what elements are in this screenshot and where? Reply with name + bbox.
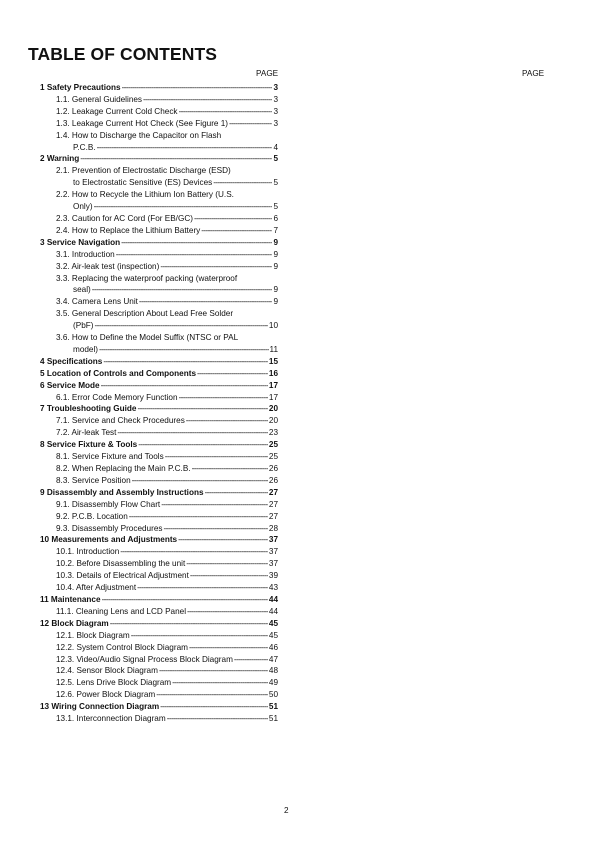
toc-entry-page: 25 (268, 452, 278, 462)
toc-entry-page: 37 (268, 547, 278, 557)
toc-subsection-entry[interactable] (40, 177, 278, 189)
toc-entry-title: 10.4. After Adjustment (56, 583, 137, 593)
toc-entry-page: 49 (268, 678, 278, 688)
toc-subsection-entry[interactable] (40, 606, 278, 618)
dot-leader (94, 320, 267, 332)
toc-subsection-entry[interactable] (40, 570, 278, 582)
toc-entry-page: 20 (268, 404, 278, 414)
toc-entry-page: 23 (268, 428, 278, 438)
dot-leader (197, 368, 268, 380)
toc-subsection-entry[interactable] (40, 106, 278, 118)
toc-entry-title: 8.3. Service Position (56, 475, 131, 485)
toc-entry-title: seal) (73, 285, 91, 295)
toc-subsection-entry[interactable] (40, 475, 278, 487)
toc-entry-page: 6 (273, 213, 278, 223)
dot-leader (143, 94, 272, 106)
toc-entry-title: 6.1. Error Code Memory Function (56, 392, 178, 402)
toc-subsection-entry[interactable] (40, 284, 278, 296)
toc-entry-title: 1.1. General Guidelines (56, 94, 143, 104)
toc-section-entry[interactable] (40, 380, 278, 392)
toc-entry-title: 6 Service Mode (40, 380, 100, 390)
toc-entry-title: model) (73, 344, 99, 354)
toc-section-entry[interactable] (40, 534, 278, 546)
toc-entry-title: 2.3. Caution for AC Cord (For EB/GC) (56, 213, 193, 223)
dot-leader (121, 237, 272, 249)
toc-entry-page: 9 (273, 261, 278, 271)
toc-entry-page: 9 (273, 237, 278, 247)
dot-leader (163, 523, 267, 535)
toc-section-entry[interactable] (40, 403, 278, 415)
dot-leader (165, 451, 268, 463)
toc-entry-page: 51 (268, 714, 278, 724)
toc-subsection-entry[interactable] (40, 225, 278, 237)
toc-entry-title: 1.2. Leakage Current Cold Check (56, 106, 178, 116)
toc-entry-page: 45 (268, 630, 278, 640)
toc-entry-title: 1.3. Leakage Current Hot Check (See Figure 1) (56, 118, 229, 128)
toc-entry-page: 4 (273, 142, 278, 152)
toc-entry-page: 46 (268, 642, 278, 652)
toc-entry-title: 7.2. Air-leak Test (56, 428, 117, 438)
toc-subsection-entry[interactable] (40, 630, 278, 642)
dot-leader (103, 356, 268, 368)
toc-subsection-entry[interactable] (40, 582, 278, 594)
toc-section-entry[interactable] (40, 439, 278, 451)
toc-subsection-entry[interactable] (40, 94, 278, 106)
toc-subsection-entry[interactable] (40, 213, 278, 225)
toc-entry-page: 3 (273, 118, 278, 128)
dot-leader (92, 284, 273, 296)
toc-entry-title: 13.1. Interconnection Diagram (56, 714, 166, 724)
dot-leader (229, 118, 272, 130)
toc-entry-title: 10.1. Introduction (56, 547, 120, 557)
toc-entry-page: 48 (268, 666, 278, 676)
toc-entry-page: 27 (268, 499, 278, 509)
toc-entry-title: 12.1. Block Diagram (56, 630, 130, 640)
toc-entry-title: 3.4. Camera Lens Unit (56, 297, 138, 307)
toc-subsection-entry[interactable] (40, 677, 278, 689)
toc-entry-page: 25 (268, 440, 278, 450)
dot-leader (137, 403, 267, 415)
toc-subsection-entry[interactable] (40, 201, 278, 213)
toc-entry-title: 8.1. Service Fixture and Tools (56, 452, 164, 462)
toc-entry-page: 5 (273, 202, 278, 212)
dot-leader (80, 153, 272, 165)
toc-entry-page: 9 (273, 285, 278, 295)
toc-subsection-entry[interactable] (40, 296, 278, 308)
toc-entry-page: 37 (268, 535, 278, 545)
toc-entry-title: to Electrostatic Sensitive (ES) Devices (73, 178, 213, 188)
toc-entry-title: 2 Warning (40, 154, 80, 164)
dot-leader (120, 546, 268, 558)
toc-entry-page: 9 (273, 297, 278, 307)
dot-leader (102, 594, 268, 606)
toc-entry-line: 3.5. General Description About Lead Free Solder (56, 309, 234, 319)
toc-section-entry[interactable] (40, 368, 278, 380)
dot-leader (131, 630, 268, 642)
toc-entry-page: 10 (268, 321, 278, 331)
dot-leader (129, 511, 268, 523)
toc-entry-title: 12.2. System Control Block Diagram (56, 642, 188, 652)
dot-leader (117, 427, 268, 439)
toc-entry-page: 28 (268, 523, 278, 533)
toc-entry-page: 11 (269, 344, 278, 354)
toc-entry-page: 37 (268, 559, 278, 569)
toc-section-entry[interactable] (40, 356, 278, 368)
toc-subsection-entry[interactable] (40, 118, 278, 130)
toc-subsection-entry[interactable] (40, 511, 278, 523)
dot-leader (132, 475, 268, 487)
toc-subsection-entry[interactable] (40, 665, 278, 677)
toc-entry-page: 27 (268, 487, 278, 497)
toc-entry-title: 12.3. Video/Audio Signal Process Block Diagram (56, 654, 233, 664)
toc-entry-page: 5 (273, 178, 278, 188)
toc-entry-page: 3 (273, 83, 278, 92)
toc-entry-title: 7.1. Service and Check Procedures (56, 416, 185, 426)
toc-section-entry[interactable] (40, 701, 278, 713)
dot-leader (156, 689, 268, 701)
dot-leader (186, 558, 268, 570)
toc-subsection-entry[interactable] (40, 642, 278, 654)
dot-leader (213, 177, 272, 189)
toc-entry-title: 9 Disassembly and Assembly Instructions (40, 487, 204, 497)
toc-entry-line: 1.4. How to Discharge the Capacitor on Flash (56, 130, 222, 140)
dot-leader (179, 392, 268, 404)
dot-leader (122, 82, 273, 94)
toc-subsection-entry[interactable] (40, 499, 278, 511)
toc-subsection-entry[interactable] (40, 558, 278, 570)
toc-subsection-entry[interactable] (40, 392, 278, 404)
toc-subsection-entry[interactable] (40, 713, 278, 725)
toc-entry-title: 13 Wiring Connection Diagram (40, 702, 160, 712)
toc-entry-page: 5 (273, 154, 278, 164)
toc-entry-title: 8.2. When Replacing the Main P.C.B. (56, 464, 191, 473)
toc-entry-title: 3.2. Air-leak test (inspection) (56, 261, 160, 271)
dot-leader (99, 344, 268, 356)
toc-subsection-entry[interactable] (40, 427, 278, 439)
toc-entry-title: 11 Maintenance (40, 594, 101, 604)
dot-leader (160, 701, 268, 713)
toc-subsection-entry[interactable] (40, 463, 278, 475)
dot-leader (159, 665, 268, 677)
toc-entry-title: (PbF) (73, 321, 94, 331)
toc-entry-title: 12.4. Sensor Block Diagram (56, 666, 158, 676)
dot-leader (94, 201, 273, 213)
toc-entry-page: 17 (268, 392, 278, 402)
toc-entry-page: 26 (268, 464, 278, 473)
dot-leader (161, 499, 268, 511)
toc-entry-page: 7 (273, 225, 278, 235)
toc-entry-title: 11.1. Cleaning Lens and LCD Panel (56, 606, 187, 616)
dot-leader (139, 296, 273, 308)
toc-entry-line: 3.6. How to Define the Model Suffix (NTSC or PAL (56, 333, 239, 343)
toc-entry-page: 50 (268, 690, 278, 700)
toc-entry-page: 27 (268, 511, 278, 521)
toc-entry-title: 10.3. Details of Electrical Adjustment (56, 571, 189, 581)
dot-leader (172, 677, 268, 689)
toc-entry-title: 9.1. Disassembly Flow Chart (56, 499, 161, 509)
toc-subsection-entry[interactable] (40, 142, 278, 154)
toc-entry-line: 2.1. Prevention of Electrostatic Discharge (ESD) (56, 166, 231, 176)
dot-leader (205, 487, 268, 499)
toc-subsection-entry[interactable] (40, 451, 278, 463)
table-of-contents (40, 82, 278, 725)
toc-entry-title: 3.1. Introduction (56, 249, 115, 259)
toc-section-entry[interactable] (40, 82, 278, 94)
toc-entry-title: 4 Specifications (40, 356, 103, 366)
dot-leader (101, 380, 268, 392)
toc-subsection-entry[interactable] (40, 249, 278, 261)
toc-entry-title: 7 Troubleshooting Guide (40, 404, 137, 414)
toc-entry-page: 17 (268, 380, 278, 390)
toc-section-entry[interactable] (40, 153, 278, 165)
toc-subsection-entry[interactable] (40, 689, 278, 701)
dot-leader (138, 439, 268, 451)
toc-subsection-entry[interactable] (40, 415, 278, 427)
dot-leader (187, 606, 268, 618)
toc-entry-title: 1 Safety Precautions (40, 83, 121, 92)
toc-entry-page: 43 (268, 583, 278, 593)
page-column-label: PAGE (256, 69, 279, 78)
document-title: TABLE OF CONTENTS (28, 44, 218, 64)
dot-leader (201, 225, 272, 237)
toc-entry-page: 26 (268, 475, 278, 485)
dot-leader (160, 261, 272, 273)
dot-leader (190, 570, 268, 582)
toc-entry-title: 12.6. Power Block Diagram (56, 690, 156, 700)
toc-entry-line: 2.2. How to Recycle the Lithium Ion Battery (U.S. (56, 190, 234, 200)
toc-entry-page: 44 (268, 594, 278, 604)
toc-subsection-entry[interactable] (40, 320, 278, 332)
toc-subsection-entry[interactable] (40, 523, 278, 535)
dot-leader (116, 249, 273, 261)
toc-entry-title: 2.4. How to Replace the Lithium Battery (56, 225, 201, 235)
toc-entry-page: 3 (273, 94, 278, 104)
dot-leader (234, 654, 268, 666)
toc-entry-title: 5 Location of Controls and Components (40, 368, 197, 378)
dot-leader (194, 213, 272, 225)
toc-subsection-entry[interactable] (40, 344, 278, 356)
toc-section-entry[interactable] (40, 487, 278, 499)
toc-entry-page: 45 (268, 618, 278, 628)
toc-entry-page: 20 (268, 416, 278, 426)
toc-entry-page: 51 (268, 702, 278, 712)
toc-entry-page: 16 (268, 368, 278, 378)
toc-entry-page: 9 (273, 249, 278, 259)
toc-subsection-entry[interactable] (40, 261, 278, 273)
toc-entry-title: 10 Measurements and Adjustments (40, 535, 178, 545)
toc-entry-title: 9.2. P.C.B. Location (56, 511, 128, 521)
dot-leader (110, 618, 268, 630)
toc-entry-title: 10.2. Before Disassembling the unit (56, 559, 186, 569)
toc-entry-title: 12 Block Diagram (40, 618, 109, 628)
toc-section-entry[interactable] (40, 594, 278, 606)
toc-entry-line: 3.3. Replacing the waterproof packing (waterproof (56, 273, 238, 283)
toc-entry-title: 3 Service Navigation (40, 237, 121, 247)
dot-leader (186, 415, 268, 427)
page-number: 2 (284, 806, 289, 815)
toc-entry-title: P.C.B. (73, 142, 96, 152)
toc-entry-page: 44 (268, 606, 278, 616)
toc-section-entry[interactable] (40, 618, 278, 630)
dot-leader (97, 142, 273, 154)
toc-entry-page: 39 (268, 571, 278, 581)
toc-entry-title: 12.5. Lens Drive Block Diagram (56, 678, 172, 688)
toc-subsection-entry[interactable] (40, 654, 278, 666)
dot-leader (189, 642, 268, 654)
toc-entry-title: Only) (73, 202, 93, 212)
dot-leader (179, 106, 273, 118)
dot-leader (167, 713, 268, 725)
dot-leader (192, 463, 268, 475)
toc-entry-page: 15 (268, 356, 278, 366)
dot-leader (137, 582, 268, 594)
dot-leader (178, 534, 268, 546)
toc-entry-title: 8 Service Fixture & Tools (40, 440, 138, 450)
toc-entry-page: 3 (273, 106, 278, 116)
toc-entry-page: 47 (268, 654, 278, 664)
toc-section-entry[interactable] (40, 237, 278, 249)
toc-subsection-entry[interactable] (40, 546, 278, 558)
toc-entry-title: 9.3. Disassembly Procedures (56, 523, 163, 533)
page-column-label-right: PAGE (522, 69, 545, 78)
